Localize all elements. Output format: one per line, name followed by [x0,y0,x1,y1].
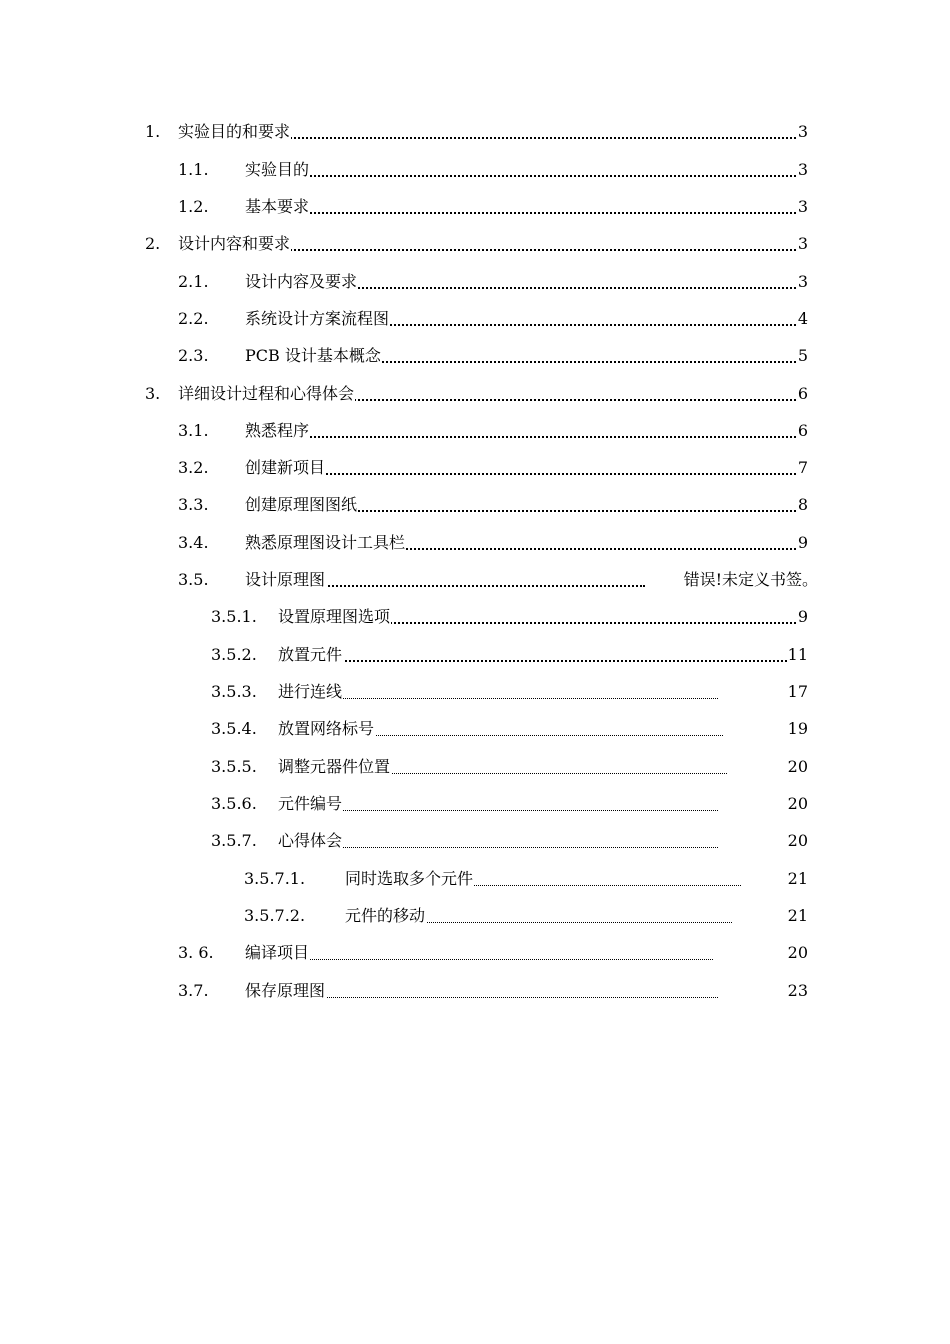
toc-title: 调整元器件位置 [278,754,391,780]
toc-title: 设计原理图 [245,567,326,593]
toc-title: 保存原理图 [245,978,326,1004]
toc-leader-dots [245,959,713,960]
toc-page-number: 3 [797,269,808,295]
toc-title: 心得体会 [278,828,343,854]
toc-title: 元件的移动 [345,903,426,929]
toc-number: 3.5.1. [211,607,257,626]
toc-page-number: 21 [787,866,808,892]
toc-error-bookmark: 错误!未定义书签。 [682,567,818,593]
toc-page-number: 3 [797,157,808,183]
toc-number: 2.2. [178,309,209,328]
toc-entry-1-1[interactable] [178,157,808,183]
toc-entry-3[interactable] [145,381,808,407]
toc-number: 3.5.3. [211,682,257,701]
toc-page-number: 20 [787,940,808,966]
toc-entry-3-3[interactable] [178,492,808,518]
toc-leader-dots [245,175,800,177]
toc-entry-1[interactable] [145,119,808,145]
toc-number: 3.1. [178,421,209,440]
toc-number: 3.5.4. [211,719,257,738]
toc-page-number: 7 [797,455,808,481]
toc-number: 3.5.7. [211,831,257,850]
toc-title: 设计内容及要求 [245,269,358,295]
toc-page-number: 19 [787,716,808,742]
toc-entry-3-1[interactable] [178,418,808,444]
toc-title: 设计内容和要求 [178,231,291,257]
toc-entry-3-5-2[interactable] [211,642,808,668]
toc-number: 3.5. [178,570,209,589]
toc-leader-dots [278,810,718,811]
toc-title: 同时选取多个元件 [345,866,474,892]
toc-entry-3-2[interactable] [178,455,808,481]
toc-leader-dots [278,847,718,848]
toc-entry-3-5-7-1[interactable] [244,866,808,892]
toc-page-number: 23 [787,978,808,1004]
toc-title: 详细设计过程和心得体会 [178,381,355,407]
toc-entry-3-7[interactable] [178,978,808,1004]
toc-number: 3.2. [178,458,209,477]
toc-title: PCB 设计基本概念 [245,343,382,369]
toc-page-number: 17 [787,679,808,705]
toc-number: 3.5.5. [211,757,257,776]
toc-number: 1.1. [178,160,209,179]
toc-page-number: 9 [797,604,808,630]
toc-page-number: 21 [787,903,808,929]
toc-page-number: 20 [787,791,808,817]
toc-number: 3. 6. [178,943,214,962]
toc-entry-1-2[interactable] [178,194,808,220]
toc-title: 创建原理图图纸 [245,492,358,518]
toc-page-number: 20 [787,754,808,780]
toc-page-number: 3 [797,231,808,257]
toc-entry-3-6[interactable] [178,940,808,966]
toc-page-number: 3 [797,119,808,145]
toc-page-number: 11 [787,642,808,668]
toc-entry-2-2[interactable] [178,306,808,332]
toc-page-number: 4 [797,306,808,332]
toc-number: 3. [145,384,161,403]
toc-title: 放置元件 [278,642,343,668]
toc-page-number: 9 [797,530,808,556]
toc-number: 1. [145,122,161,141]
toc-leader-dots [245,212,800,214]
toc-title: 实验目的 [245,157,310,183]
toc-number: 3.5.7.1. [244,869,306,888]
toc-number: 3.4. [178,533,209,552]
toc-number: 3.5.6. [211,794,257,813]
toc-title: 实验目的和要求 [178,119,291,145]
toc-entry-3-4[interactable] [178,530,808,556]
toc-number: 3.3. [178,495,209,514]
toc-number: 3.7. [178,981,209,1000]
toc-entry-3-5-3[interactable] [211,679,808,705]
toc-title: 系统设计方案流程图 [245,306,390,332]
toc-title: 放置网络标号 [278,716,375,742]
toc-title: 进行连线 [278,679,343,705]
toc-title: 元件编号 [278,791,343,817]
toc-entry-2-3[interactable] [178,343,808,369]
toc-page-number: 20 [787,828,808,854]
toc-entry-3-5-7-2[interactable] [244,903,808,929]
toc-title: 设置原理图选项 [278,604,391,630]
toc-entry-3-5-1[interactable] [211,604,808,630]
toc-title: 熟悉程序 [245,418,310,444]
toc-page-number: 8 [797,492,808,518]
toc-title: 基本要求 [245,194,310,220]
toc-page-number: 3 [797,194,808,220]
toc-leader-dots [245,473,800,475]
toc-number: 3.5.7.2. [244,906,306,925]
toc-leader-dots [278,660,790,662]
toc-number: 3.5.2. [211,645,257,664]
toc-entry-3-5-6[interactable] [211,791,808,817]
toc-number: 2.3. [178,346,209,365]
toc-title: 编译项目 [245,940,310,966]
toc-page-number: 6 [797,381,808,407]
toc-leader-dots [245,436,800,438]
toc-page-number: 6 [797,418,808,444]
toc-title: 熟悉原理图设计工具栏 [245,530,406,556]
toc-entry-2-1[interactable] [178,269,808,295]
toc-entry-2[interactable] [145,231,808,257]
toc-entry-3-5-4[interactable] [211,716,808,742]
toc-title: 创建新项目 [245,455,326,481]
toc-number: 1.2. [178,197,209,216]
toc-entry-3-5-7[interactable] [211,828,808,854]
toc-entry-3-5[interactable] [178,567,818,593]
toc-number: 2. [145,234,161,253]
toc-leader-dots [278,698,718,699]
toc-page-number: 5 [797,343,808,369]
toc-entry-3-5-5[interactable] [211,754,808,780]
toc-number: 2.1. [178,272,209,291]
